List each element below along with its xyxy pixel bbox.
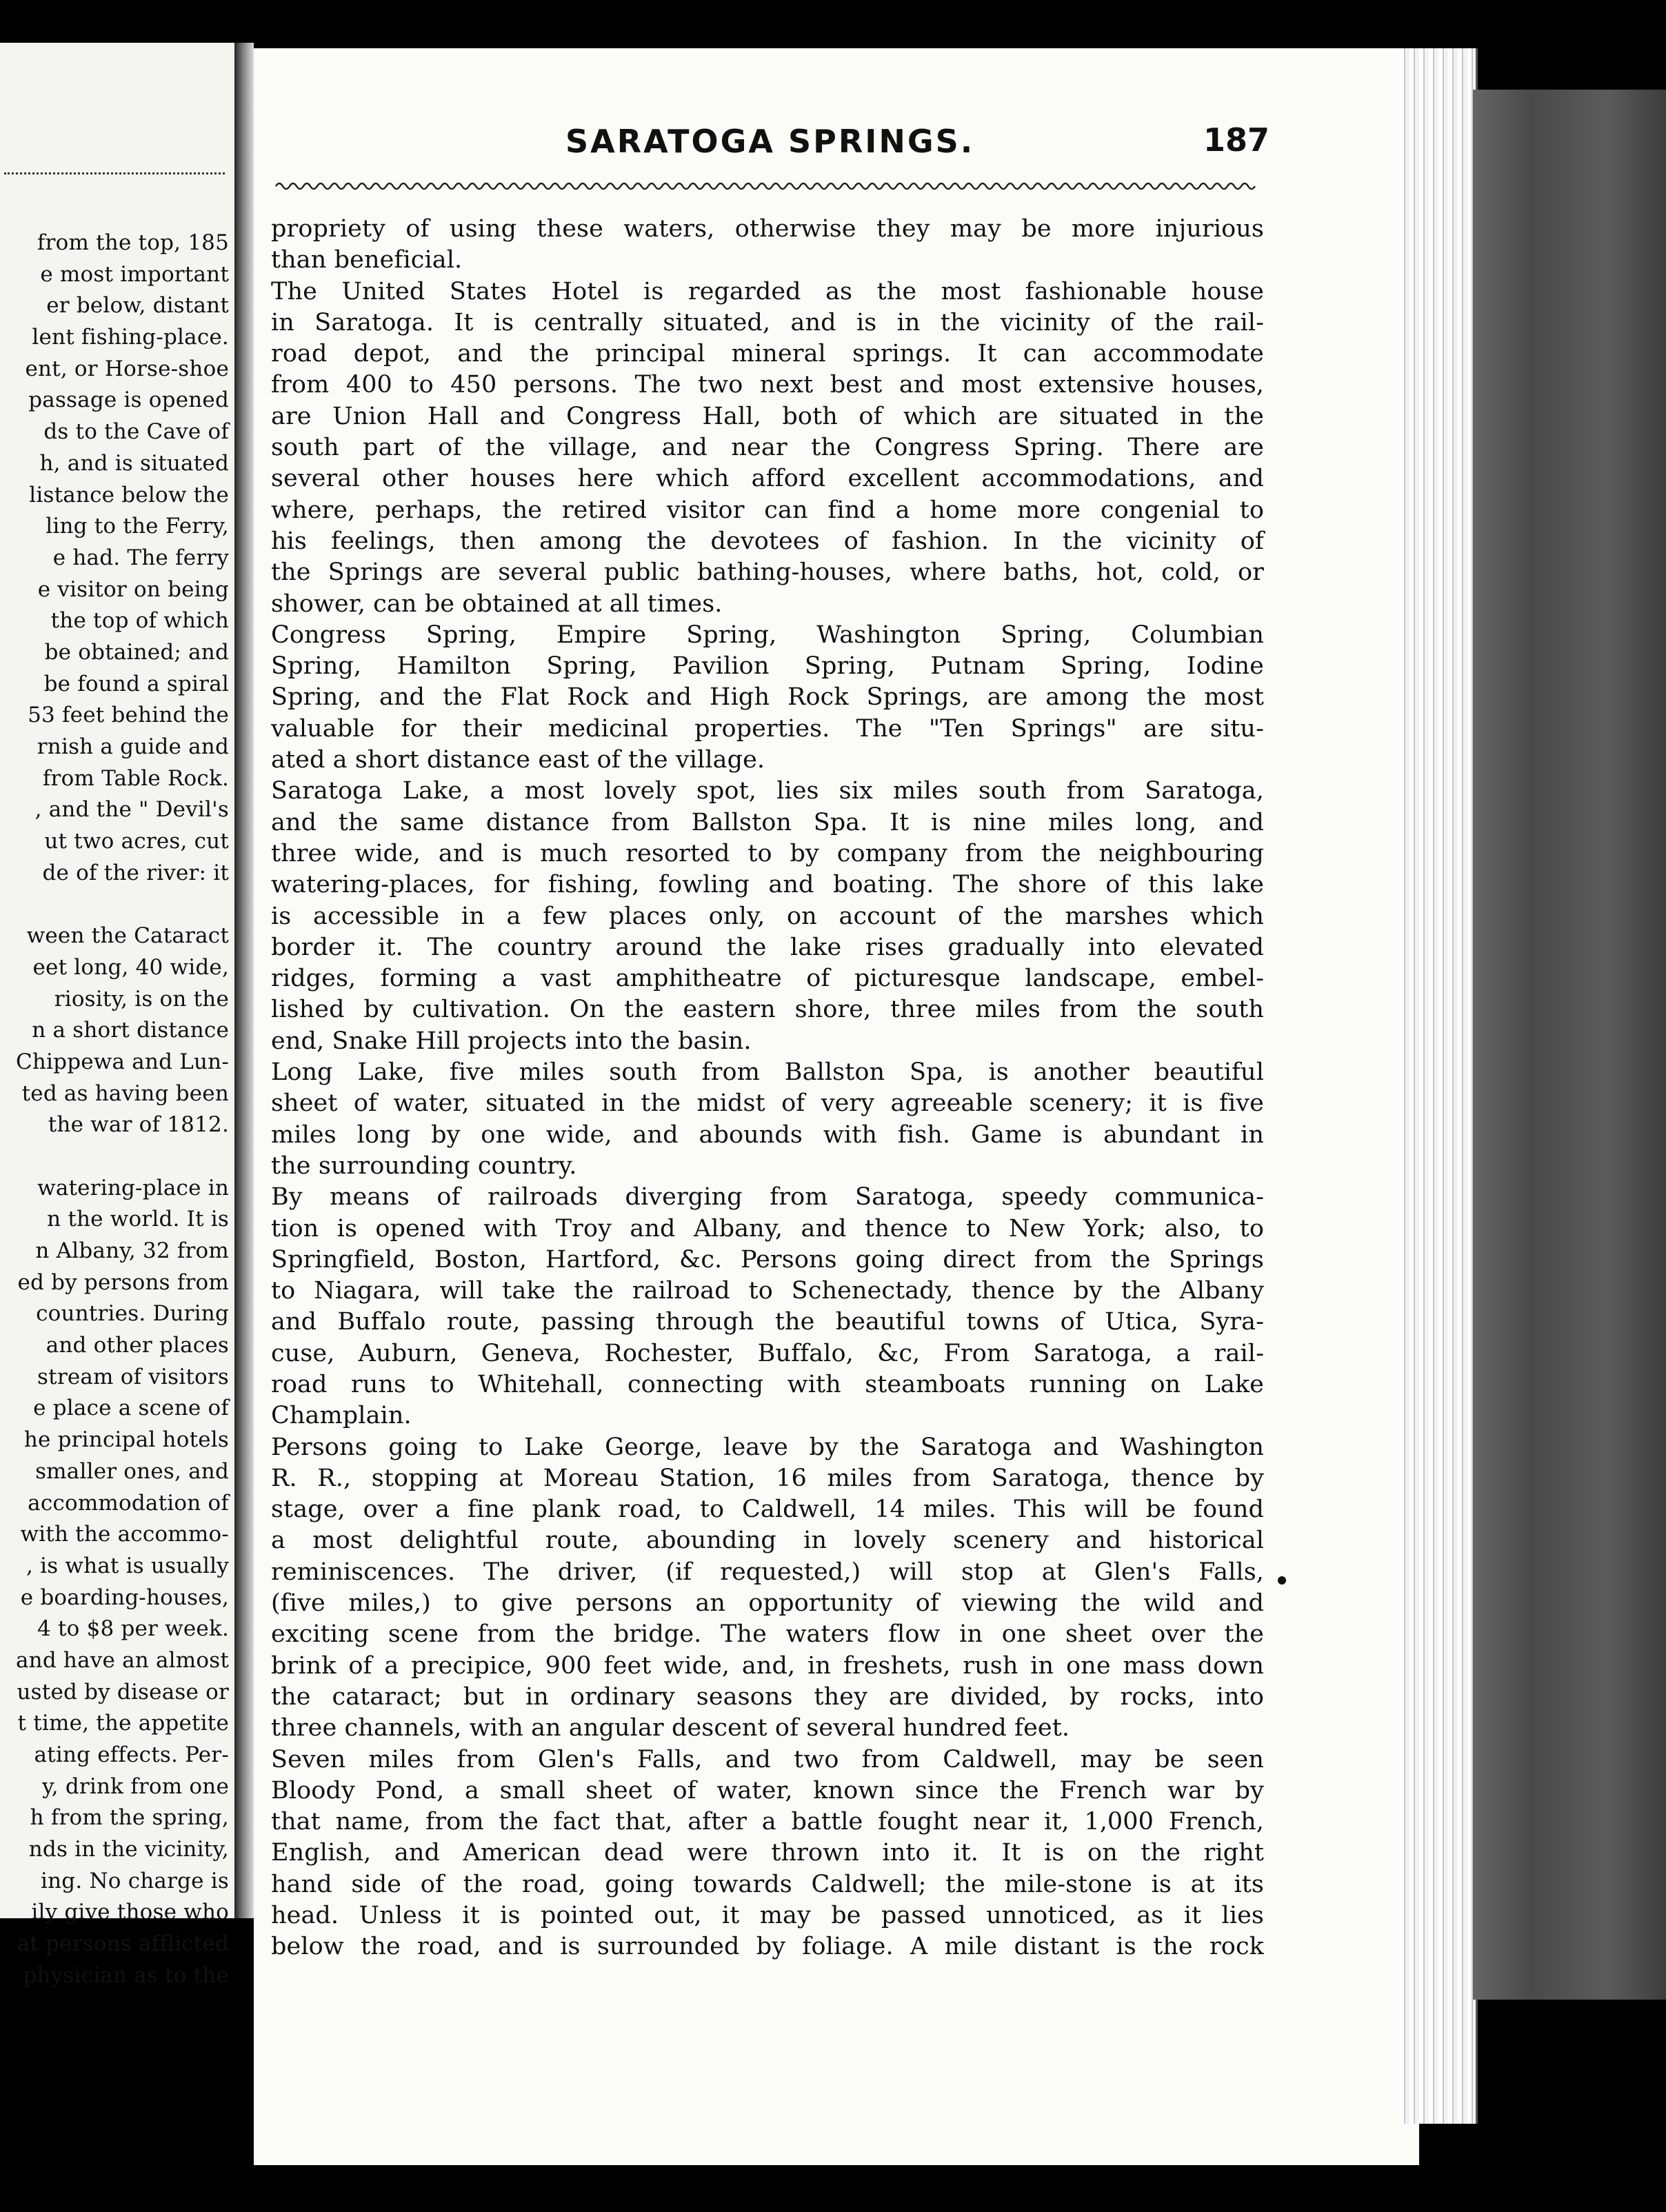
body-line: where, perhaps, the retired visitor can find a home more congenial to [271,496,1264,524]
left-page-line: the top of which [50,608,229,634]
decorative-wavy-rule [276,181,1255,192]
body-line: and Buffalo route, passing through the beautiful towns of Utica, Syra- [271,1308,1264,1336]
body-line: from 400 to 450 persons. The two next best and most extensive houses, [271,371,1264,399]
body-line: to Niagara, will take the railroad to Schenectady, thence by the Albany [271,1277,1264,1305]
body-line: reminiscences. The driver, (if requested,) will stop at Glen's Falls, [271,1558,1264,1586]
left-page-line: , and the " Devil's [34,797,229,823]
left-page-line: Chippewa and Lun- [15,1049,229,1074]
left-page-line: ating effects. Per- [34,1742,229,1767]
body-line: tion is opened with Troy and Albany, and thence to New York; also, to [271,1214,1264,1243]
left-page-line: usted by disease or [17,1679,229,1705]
left-page-line: from the top, 185 [37,230,229,255]
body-line: (five miles,) to give persons an opportunity of viewing the wild and [271,1589,1264,1618]
left-page-line: ing. No charge is [41,1868,229,1893]
left-page-line: accommodation of [28,1490,229,1516]
body-line: the cataract; but in ordinary seasons they are divided, by rocks, into [271,1682,1264,1711]
left-page-line: stream of visitors [37,1364,229,1389]
body-line: that name, from the fact that, after a battle fought near it, 1,000 French, [271,1808,1264,1836]
left-page-line: er below, distant [46,293,229,319]
body-line: lished by cultivation. On the eastern shore, three miles from the south [271,996,1264,1024]
left-page-line: 4 to $8 per week. [37,1616,229,1642]
body-line: stage, over a fine plank road, to Caldwell, 14 miles. This will be found [271,1496,1264,1524]
left-page-line: e most important [40,261,229,287]
left-page-line: with the accommo- [20,1522,229,1547]
left-page-line: e boarding-houses, [20,1585,229,1610]
body-line: the Springs are several public bathing-houses, where baths, hot, cold, or [271,559,1264,587]
body-line: is accessible in a few places only, on account of the marshes which [271,902,1264,930]
body-line: Seven miles from Glen's Falls, and two from Caldwell, may be seen [271,1745,1264,1773]
left-page-fragment [0,43,237,1988]
body-line: Champlain. [271,1402,412,1430]
body-line: By means of railroads diverging from Saratoga, speedy communica- [271,1183,1264,1211]
book-gutter [234,43,254,1918]
left-page-line: ween the Cataract [26,923,229,949]
left-page-line: countries. During [36,1301,229,1327]
body-line: a most delightful route, abounding in lovely scenery and historical [271,1527,1264,1555]
body-line: head. Unless it is pointed out, it may be passed unnoticed, as it lies [271,1902,1264,1930]
left-page-line: eet long, 40 wide, [32,954,229,980]
body-line: ridges, forming a vast amphitheatre of picturesque landscape, embel- [271,965,1264,993]
left-page-line: from Table Rock. [42,765,229,791]
body-line: Bloody Pond, a small sheet of water, known since the French war by [271,1776,1264,1804]
body-line: several other houses here which afford excellent accommodations, and [271,465,1264,493]
body-line: are Union Hall and Congress Hall, both of which are situated in the [271,402,1264,430]
left-page-line: ted as having been [21,1080,229,1106]
left-page-line: passage is opened [28,388,229,413]
body-line: shower, can be obtained at all times. [271,590,723,618]
body-line: Spring, and the Flat Rock and High Rock Springs, are among the most [271,683,1264,712]
left-page-line: be obtained; and [44,639,229,665]
left-page-line: ds to the Cave of [43,419,229,445]
body-line: R. R., stopping at Moreau Station, 16 miles from Saratoga, thence by [271,1464,1264,1492]
body-line: Spring, Hamilton Spring, Pavilion Spring, Putnam Spring, Iodine [271,652,1264,681]
left-page-line: n a short distance [32,1018,229,1043]
left-page-line: e place a scene of [33,1396,229,1421]
page-number: 187 [1203,121,1270,159]
left-page-line: rnish a guide and [37,734,229,759]
left-page-line: 53 feet behind the [28,703,229,728]
body-line: Persons going to Lake George, leave by the Saratoga and Washington [271,1433,1264,1461]
body-line: road depot, and the principal mineral springs. It can accommodate [271,340,1264,368]
left-page-text [0,228,229,1992]
left-page-line: ling to the Ferry, [46,514,229,539]
body-line: The United States Hotel is regarded as the most fashionable house [271,277,1264,305]
left-page-line: e visitor on being [37,576,229,602]
left-page-line: n Albany, 32 from [35,1238,229,1263]
left-page-line: he principal hotels [23,1427,229,1453]
left-page-line: y, drink from one [42,1773,229,1799]
left-page-line: and have an almost [15,1647,229,1673]
body-line: valuable for their medicinal properties. The "Ten Springs" are situ- [271,714,1264,743]
body-line: in Saratoga. It is centrally situated, and is in the vicinity of the rail- [271,308,1264,336]
left-page-line: riosity, is on the [54,986,229,1012]
body-line: border it. The country around the lake rises gradually into elevated [271,933,1264,961]
body-line: three channels, with an angular descent of several hundred feet. [271,1714,1070,1742]
body-line: propriety of using these waters, otherwise they may be more injurious [271,215,1264,243]
body-line: Springfield, Boston, Hartford, &c. Persons going direct from the Springs [271,1245,1264,1274]
page-edges [1400,48,1478,2124]
body-line: exciting scene from the bridge. The waters flow in one sheet over the [271,1620,1264,1649]
body-line: Congress Spring, Empire Spring, Washington Spring, Columbian [271,621,1264,649]
body-line: end, Snake Hill projects into the basin. [271,1027,752,1055]
left-page-line: watering-place in [37,1175,229,1200]
left-page-line: and other places [46,1333,229,1358]
left-page-line: h from the spring, [30,1805,229,1831]
left-page-line: listance below the [29,482,229,507]
left-page-line: ily give those who [31,1900,229,1925]
body-line: and the same distance from Ballston Spa. It is nine miles long, and [271,808,1264,836]
body-line: hand side of the road, going towards Caldwell; the mile-stone is at its [271,1870,1264,1898]
left-page-line: t time, the appetite [17,1711,229,1736]
left-page-line: de of the river: it [42,860,229,885]
body-line: cuse, Auburn, Geneva, Rochester, Buffalo, &c, From Saratoga, a rail- [271,1339,1264,1367]
body-line: three wide, and is much resorted to by company from the neighbouring [271,839,1264,867]
left-page-line: be found a spiral [43,671,229,696]
left-page-line: ent, or Horse-shoe [25,356,229,381]
left-page-line: , is what is usually [26,1553,229,1578]
left-page-line [0,1141,229,1173]
body-line: miles long by one wide, and abounds with fish. Game is abundant in [271,1120,1264,1149]
left-page-line: n the world. It is [47,1207,229,1232]
body-line: brink of a precipice, 900 feet wide, and, in freshets, rush in one mass down [271,1651,1264,1680]
left-page-line: the war of 1812. [48,1112,229,1138]
left-page-line: h, and is situated [39,450,229,476]
body-line: ated a short distance east of the village. [271,746,765,774]
body-line: south part of the village, and near the Congress Spring. There are [271,434,1264,462]
body-line: watering-places, for fishing, fowling and boating. The shore of this lake [271,871,1264,899]
body-line: road runs to Whitehall, connecting with steamboats running on Lake [271,1370,1264,1398]
left-page-line: lent fishing-place. [32,325,229,350]
body-line: than beneficial. [271,246,463,274]
left-page-line: at persons afflicted [17,1931,229,1957]
left-page-line: ed by persons from [17,1269,229,1295]
ink-spot [1278,1576,1286,1585]
body-line: the surrounding country. [271,1152,577,1180]
left-page-rule [4,172,225,181]
body-line: sheet of water, situated in the midst of very agreeable scenery; it is five [271,1089,1264,1118]
running-head: SARATOGA SPRINGS. [565,123,975,160]
left-page-line: physician as to the [23,1962,229,1988]
left-page-line: ut two acres, cut [44,829,229,854]
body-line: below the road, and is surrounded by foliage. A mile distant is the rock [271,1933,1264,1961]
body-line: Long Lake, five miles south from Ballston Spa, is another beautiful [271,1058,1264,1087]
page-body-text [271,214,1264,1963]
left-page-line [0,889,229,921]
book-cover [1473,90,1666,2000]
body-line: English, and American dead were thrown into it. It is on the right [271,1839,1264,1867]
left-page-line: nds in the vicinity, [28,1837,229,1862]
body-line: his feelings, then among the devotees of fashion. In the vicinity of [271,527,1264,555]
left-page-line: e had. The ferry [52,545,229,570]
body-line: Saratoga Lake, a most lovely spot, lies six miles south from Saratoga, [271,777,1264,805]
left-page-line: smaller ones, and [35,1458,229,1484]
